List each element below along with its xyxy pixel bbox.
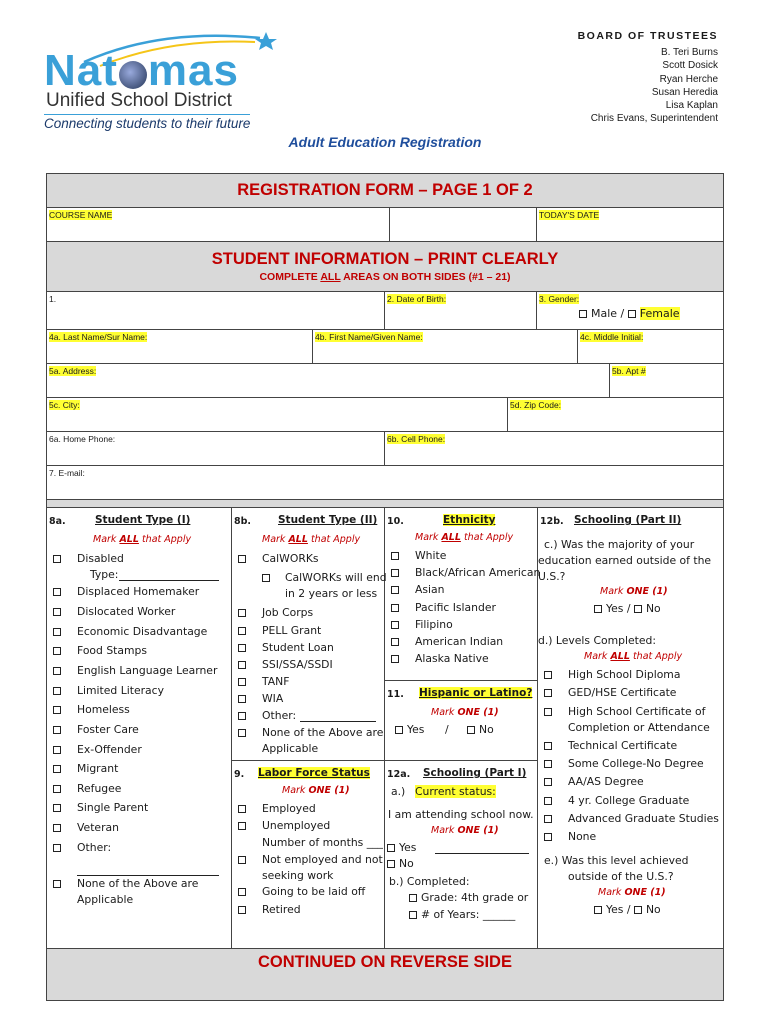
checkbox[interactable] (53, 706, 61, 714)
registration-form (46, 173, 724, 1001)
mark-all-note: Mark ALL that Apply (415, 532, 514, 543)
course-name-field-2[interactable] (390, 208, 537, 242)
checkbox[interactable] (544, 797, 552, 805)
schooling-part-1: 12a. Schooling (Part I) a.) Current status: I am attending school now. Mark ONE (1) Yes No b.) Completed: Grade: 4th grade or # of Years: ______ (387, 767, 534, 921)
checkbox[interactable] (238, 906, 246, 914)
last-name-field[interactable]: 4a. Last Name/Sur Name: (47, 330, 313, 364)
labor-force-status: 9. Labor Force Status Mark ONE (1) Employed Unemployed Number of months ___ Not employed and not seeking work Going to be laid off Retired (234, 767, 383, 916)
checkbox[interactable] (544, 671, 552, 679)
continued-text: CONTINUED ON REVERSE SIDE (258, 953, 512, 971)
trustee-name: Susan Heredia (651, 86, 718, 98)
ethnicity: 10. Ethnicity Mark ALL that Apply White Black/African American Asian Pacific Islander Filipino American Indian Alaska Native (387, 514, 541, 665)
student-type-1: 8a. Student Type (I) Mark ALL that Apply Disabled Type: Displaced Homemaker Dislocated Worker Economic Disadvantage Food Stamps English Language Learner Limited Literacy Homeless Foster Care Ex-Offender Migrant Refugee Single Parent Veteran Other: None of the Above are Applicable (49, 514, 218, 906)
no-checkbox[interactable] (634, 906, 642, 914)
complete-all-note: COMPLETE ALL AREAS ON BOTH SIDES (#1 – 21) (259, 271, 511, 283)
apt-field[interactable]: 5b. Apt # (610, 364, 723, 398)
student-type-1-title: Student Type (I) (95, 514, 191, 526)
schooling-1-title: Schooling (Part I) (423, 767, 527, 779)
checkbox[interactable] (53, 844, 61, 852)
student-info-heading: STUDENT INFORMATION – PRINT CLEARLY (211, 250, 559, 268)
hispanic-title: Hispanic or Latino? (419, 687, 533, 699)
years-checkbox[interactable] (409, 911, 417, 919)
mark-all-note: Mark ALL that Apply (93, 534, 192, 545)
checkbox[interactable] (238, 661, 246, 669)
address-field[interactable]: 5a. Address: (47, 364, 610, 398)
yes-checkbox[interactable] (594, 605, 602, 613)
checkbox[interactable] (238, 627, 246, 635)
yes-checkbox[interactable] (594, 906, 602, 914)
home-phone-field[interactable]: 6a. Home Phone: (47, 432, 385, 466)
checkbox[interactable] (391, 655, 399, 663)
checkbox[interactable] (53, 824, 61, 832)
district-logo (40, 32, 290, 132)
other-line[interactable] (77, 875, 219, 876)
checkbox[interactable] (238, 609, 246, 617)
checkbox[interactable] (53, 667, 61, 675)
board-of-trustees (498, 30, 718, 125)
checkbox[interactable] (391, 569, 399, 577)
trustee-name: B. Teri Burns (660, 47, 718, 59)
checkbox[interactable] (53, 880, 61, 888)
course-name-field[interactable]: COURSE NAME (47, 208, 390, 242)
female-label: Female (639, 307, 680, 320)
female-checkbox[interactable] (628, 310, 636, 318)
checkbox[interactable] (262, 574, 270, 582)
logo-text-2: mas (147, 46, 239, 95)
mark-one-note: Mark ONE (1) (431, 825, 499, 836)
checkbox[interactable] (53, 726, 61, 734)
zip-code-field[interactable]: 5d. Zip Code: (508, 398, 723, 432)
checkbox[interactable] (53, 804, 61, 812)
document-title: Adult Education Registration (288, 134, 482, 150)
field-1[interactable]: 1. (47, 292, 385, 330)
checkbox[interactable] (238, 888, 246, 896)
checkbox[interactable] (53, 647, 61, 655)
checkbox[interactable] (238, 729, 246, 737)
student-type-2-title: Student Type (II) (278, 514, 378, 526)
checkbox[interactable] (53, 765, 61, 773)
checkbox[interactable] (53, 555, 61, 563)
checkbox[interactable] (238, 822, 246, 830)
logo-text-1: Nat (44, 46, 118, 95)
other-line[interactable] (300, 721, 376, 722)
labor-force-title: Labor Force Status (258, 767, 370, 779)
checkbox[interactable] (238, 644, 246, 652)
middle-initial-field[interactable]: 4c. Middle Initial: (578, 330, 723, 364)
trustee-name: Scott Dosick (662, 60, 718, 72)
checkbox[interactable] (53, 608, 61, 616)
checkbox[interactable] (391, 604, 399, 612)
todays-date-field[interactable]: TODAY'S DATE (537, 208, 723, 242)
logo-globe-icon (119, 61, 147, 89)
form-title-bar (47, 174, 723, 208)
student-type-2: 8b. Student Type (II) Mark ALL that Apply CalWORKs CalWORKs will end in 2 years or less Job Corps PELL Grant Student Loan SSI/SSA/SSDI TANF WIA Other: None of the Above are Applicable (234, 514, 387, 755)
checkbox[interactable] (544, 833, 552, 841)
checkbox[interactable] (544, 778, 552, 786)
checkbox[interactable] (391, 586, 399, 594)
ethnicity-title: Ethnicity (443, 514, 496, 526)
mark-one-note: Mark ONE (1) (431, 707, 499, 718)
trustee-name: Ryan Herche (659, 73, 718, 85)
first-name-field[interactable]: 4b. First Name/Given Name: (313, 330, 578, 364)
checkbox[interactable] (544, 708, 552, 716)
checkbox[interactable] (238, 555, 246, 563)
mark-all-note: Mark ALL that Apply (262, 534, 361, 545)
schooling-part-2: 12b. Schooling (Part II) c.) Was the majority of your education earned outside of the U.S.? Mark ONE (1) Yes / No d.) Levels Completed: Mark ALL that Apply High School Diploma GED/HSE Certificate High School Certificate of Completion or Attendance Technical Certificate Some College-No Degree AA/AS Degree 4 yr. College Graduate Advanced Graduate Studies None e.) Was this level achieved outside of the U.S.? Mark ONE (1) Yes / No (538, 514, 719, 916)
mark-one-note: Mark ONE (1) (282, 785, 350, 796)
checkbox[interactable] (53, 628, 61, 636)
male-label: Male / (591, 307, 625, 320)
checkbox[interactable] (544, 742, 552, 750)
district-name: Unified School District (46, 90, 232, 111)
hispanic-or-latino: 11. Hispanic or Latino? Mark ONE (1) Yes / No (387, 687, 533, 736)
no-checkbox[interactable] (634, 605, 642, 613)
tagline: Connecting students to their future (44, 116, 251, 131)
yes-line[interactable] (435, 853, 529, 854)
yes-checkbox[interactable] (395, 726, 403, 734)
male-checkbox[interactable] (579, 310, 587, 318)
checkbox[interactable] (53, 785, 61, 793)
type-line[interactable] (119, 580, 219, 581)
checkbox[interactable] (544, 760, 552, 768)
checkbox[interactable] (544, 815, 552, 823)
checkbox[interactable] (238, 678, 246, 686)
date-of-birth-field[interactable]: 2. Date of Birth: (385, 292, 537, 330)
trustees-heading: BOARD OF TRUSTEES (577, 30, 718, 42)
trustee-name: Chris Evans, Superintendent (590, 113, 718, 125)
continued-bar (47, 949, 723, 1000)
checkbox[interactable] (544, 689, 552, 697)
trustee-name: Lisa Kaplan (665, 100, 718, 112)
no-checkbox[interactable] (467, 726, 475, 734)
checkbox[interactable] (238, 695, 246, 703)
checkbox[interactable] (391, 638, 399, 646)
grade-checkbox[interactable] (409, 894, 417, 902)
checkbox[interactable] (238, 712, 246, 720)
schooling-2-title: Schooling (Part II) (574, 514, 682, 526)
cell-phone-field[interactable]: 6b. Cell Phone: (385, 432, 723, 466)
gender-field[interactable]: 3. Gender: Male / Female (537, 292, 723, 330)
email-field[interactable]: 7. E-mail: (47, 466, 723, 500)
section-spacer (47, 500, 723, 508)
checkbox[interactable] (238, 805, 246, 813)
mark-one-note: Mark ONE (1) (600, 586, 668, 597)
checkbox[interactable] (53, 746, 61, 754)
checkbox[interactable] (391, 552, 399, 560)
mark-one-note: Mark ONE (1) (598, 887, 666, 898)
mark-all-note: Mark ALL that Apply (584, 651, 683, 662)
checkbox[interactable] (391, 621, 399, 629)
student-info-bar (47, 242, 723, 292)
checkbox[interactable] (53, 687, 61, 695)
city-field[interactable]: 5c. City: (47, 398, 508, 432)
no-checkbox[interactable] (387, 860, 395, 868)
checkbox[interactable] (238, 856, 246, 864)
form-title: REGISTRATION FORM – PAGE 1 OF 2 (237, 181, 533, 199)
yes-checkbox[interactable] (387, 844, 395, 852)
checkbox[interactable] (53, 588, 61, 596)
